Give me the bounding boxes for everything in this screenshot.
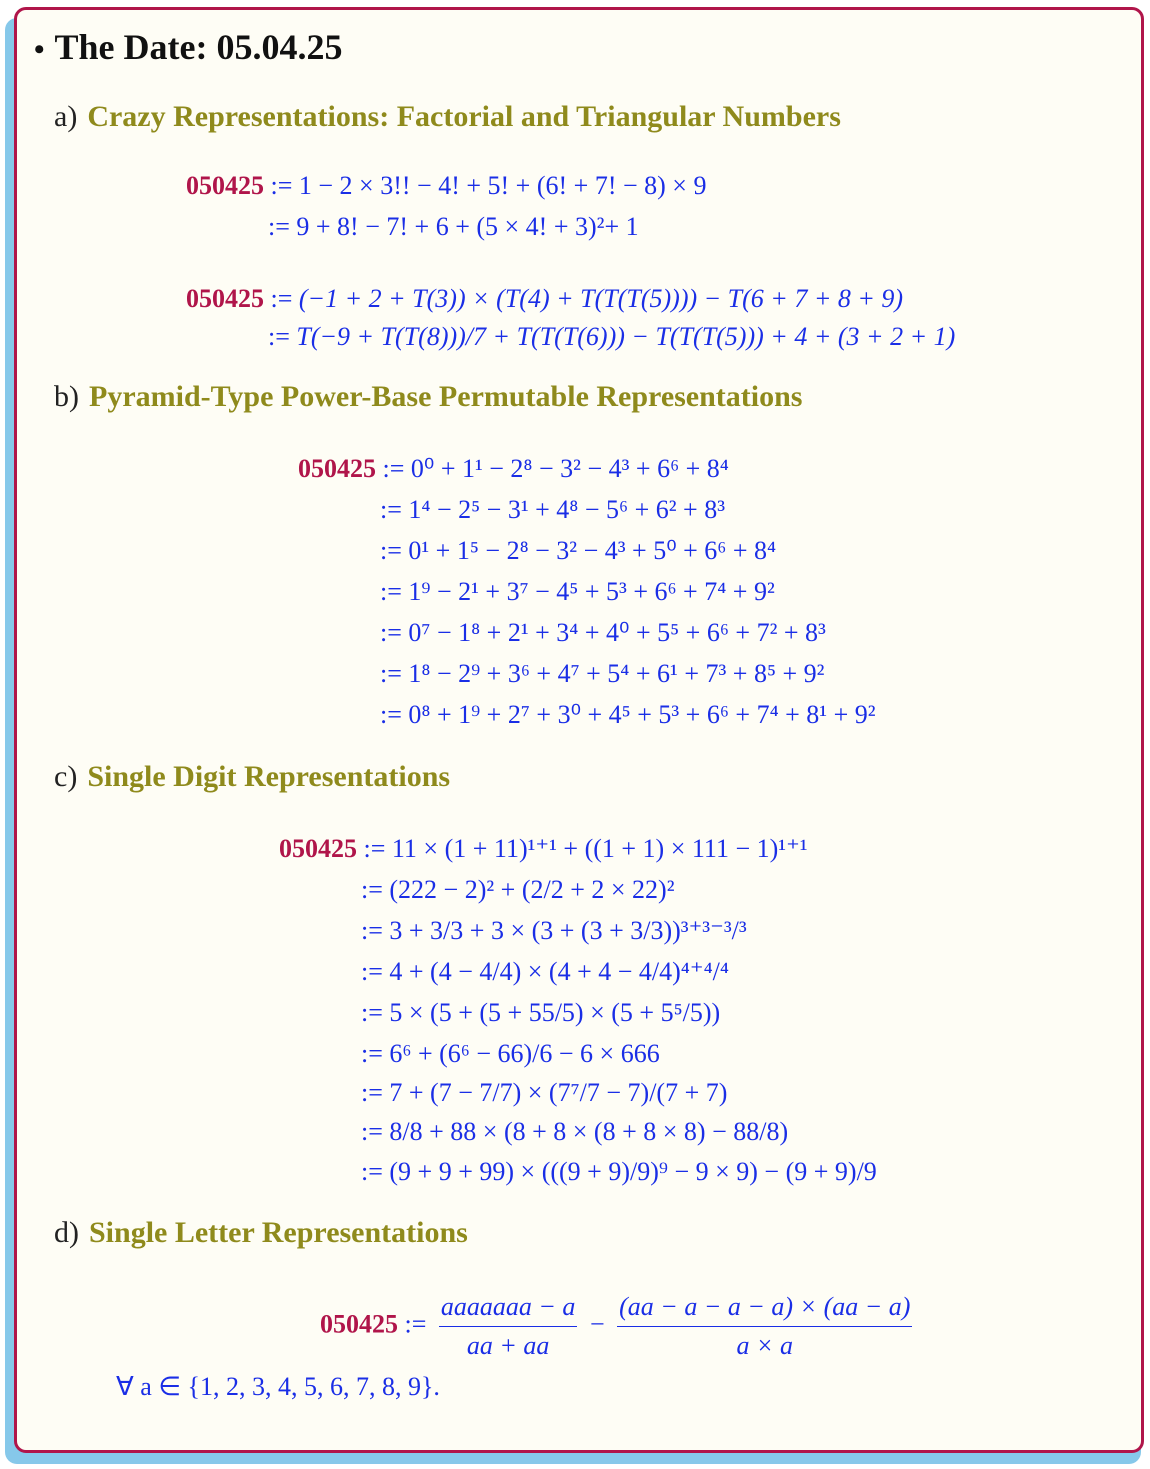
equation-rhs: 1⁹ − 2¹ + 3⁷ − 4⁵ + 5³ + 6⁶ + 7⁴ + 9² [408,577,775,606]
equation-rhs: 0⁷ − 1⁸ + 2¹ + 3⁴ + 4⁰ + 5⁵ + 6⁶ + 7² + 8³ [408,618,826,647]
fraction-2 [617,1290,912,1363]
equation-line [279,834,808,864]
equation-rhs: 5 × (5 + (5 + 55/5) × (5 + 5⁵/5)) [389,998,721,1027]
date-number: 050425 [186,284,264,313]
equation-rhs: 6⁶ + (6⁶ − 66)/6 − 6 × 666 [389,1039,660,1068]
equation-line [186,171,706,201]
date-number: 050425 [279,834,357,863]
equation-line [361,1039,660,1069]
assign-symbol: := [361,875,383,904]
fraction-numerator: (aa − a − a − a) × (aa − a) [617,1290,912,1327]
assign-symbol: := [363,834,386,863]
assign-symbol: := [270,284,293,313]
section-marker: b) [54,380,79,413]
date-number: 050425 [298,454,376,483]
section-marker: a) [54,100,78,133]
section-heading: Single Letter Representations [89,1216,468,1249]
section-a-header [54,100,841,134]
equation-line [361,957,729,987]
bullet-icon: • [34,33,45,66]
assign-symbol: := [268,322,290,351]
equation-line [361,875,675,905]
assign-symbol: := [361,998,383,1027]
equation-rhs: (9 + 9 + 99) × (((9 + 9)/9)⁹ − 9 × 9) − (9 + 9)/9 [389,1157,877,1186]
equation-line [380,495,725,525]
equation-rhs: 7 + (7 − 7/7) × (7⁷/7 − 7)/(7 + 7) [389,1078,728,1107]
assign-symbol: := [361,1078,383,1107]
assign-symbol: := [380,495,402,524]
equation-line [380,700,876,730]
assign-symbol: := [382,454,405,483]
equation-rhs: 0⁸ + 1⁹ + 2⁷ + 3⁰ + 4⁵ + 5³ + 6⁶ + 7⁴ + 8¹ + 9² [408,700,876,729]
section-marker: d) [54,1216,79,1249]
title-text: The Date: 05.04.25 [54,27,343,67]
assign-symbol: := [380,577,402,606]
equation-rhs: 4 + (4 − 4/4) × (4 + 4 − 4/4)⁴⁺⁴/⁴ [389,957,729,986]
equation-line [380,536,776,566]
equation-rhs: T(−9 + T(T(8)))/7 + T(T(T(6))) − T(T(T(5))) + 4 + (3 + 2 + 1) [296,322,956,351]
minus-sign: − [589,1309,605,1339]
fraction-1 [439,1290,578,1363]
date-number: 050425 [320,1309,398,1339]
assign-symbol: := [404,1309,427,1339]
equation-line [268,212,639,242]
equation-line [380,577,775,607]
assign-symbol: := [380,700,402,729]
fraction-denominator: aa + aa [466,1331,550,1360]
equation-rhs: (222 − 2)² + (2/2 + 2 × 22)² [389,875,675,904]
section-c-header [54,760,450,794]
section-marker: c) [54,760,78,793]
domain-text: ∀ a ∈ {1, 2, 3, 4, 5, 6, 7, 8, 9}. [116,1372,440,1401]
equation-rhs: 1 − 2 × 3!! − 4! + 5! + (6! + 7! − 8) × 9 [298,171,707,200]
assign-symbol: := [361,916,383,945]
fraction-numerator: aaaaaaa − a [439,1290,578,1327]
assign-symbol: := [380,536,402,565]
equation-line [380,659,824,689]
equation-line [361,998,720,1028]
section-heading: Crazy Representations: Factorial and Triangular Numbers [87,100,841,133]
assign-symbol: := [380,659,402,688]
equation-rhs: 0¹ + 1⁵ − 2⁸ − 3² − 4³ + 5⁰ + 6⁶ + 8⁴ [408,536,777,565]
equation-rhs: 1⁸ − 2⁹ + 3⁶ + 4⁷ + 5⁴ + 6¹ + 7³ + 8⁵ + 9² [408,659,825,688]
equation-line [298,454,729,484]
assign-symbol: := [380,618,402,647]
equation-line [186,284,903,314]
section-d-header [54,1216,468,1250]
equation-line [361,1078,727,1108]
assign-symbol: := [268,212,290,241]
equation-line [361,916,747,946]
equation-rhs: 1⁴ − 2⁵ − 3¹ + 4⁸ − 5⁶ + 6² + 8³ [408,495,726,524]
equation-rhs: 0⁰ + 1¹ − 2⁸ − 3² − 4³ + 6⁶ + 8⁴ [410,454,729,483]
equation-line [268,322,955,352]
equation-line [361,1117,788,1147]
assign-symbol: := [361,1157,383,1186]
section-heading: Single Digit Representations [87,760,451,793]
equation-rhs: 11 × (1 + 11)¹⁺¹ + ((1 + 1) × 111 − 1)¹⁺¹ [391,834,808,863]
fraction-equation [320,1290,918,1363]
section-b-header [54,380,802,414]
equation-rhs: 9 + 8! − 7! + 6 + (5 × 4! + 3)²+ 1 [296,212,639,241]
assign-symbol: := [361,1117,383,1146]
page-title [34,26,342,68]
assign-symbol: := [361,957,383,986]
equation-line [361,1157,877,1187]
assign-symbol: := [270,171,293,200]
section-heading: Pyramid-Type Power-Base Permutable Representations [89,380,803,413]
equation-rhs: 3 + 3/3 + 3 × (3 + (3 + 3/3))³⁺³⁻³/³ [389,916,747,945]
assign-symbol: := [361,1039,383,1068]
equation-rhs: (−1 + 2 + T(3)) × (T(4) + T(T(T(5)))) − T(6 + 7 + 8 + 9) [298,284,904,313]
equation-rhs: 8/8 + 88 × (8 + 8 × (8 + 8 × 8) − 88/8) [389,1117,789,1146]
equation-line [380,618,826,648]
fraction-denominator: a × a [736,1331,794,1360]
domain-statement [116,1372,440,1402]
date-number: 050425 [186,171,264,200]
